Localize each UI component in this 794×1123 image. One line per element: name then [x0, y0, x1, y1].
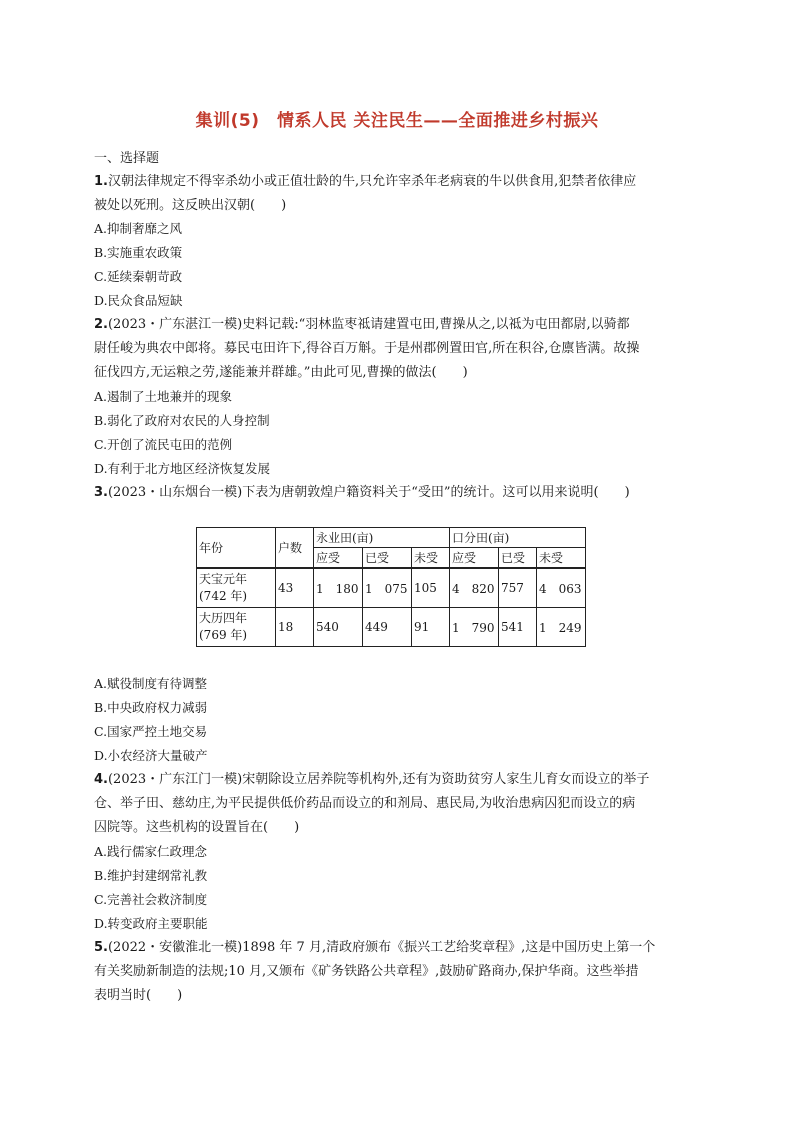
q3-option-a: A.赋役制度有待调整: [94, 676, 208, 691]
question-3-line-1: [94, 484, 630, 502]
table-header-households: 户数: [276, 528, 314, 569]
table-subheader: 已受: [499, 548, 537, 569]
q3-option-d: D.小农经济大量破产: [94, 748, 208, 763]
table-cell: 1 180: [314, 568, 363, 608]
table-cell: 1 249: [537, 608, 586, 647]
year-ce: (769 年): [199, 628, 248, 642]
table-subheader: 未受: [537, 548, 586, 569]
question-2-line-2: 尉任峻为典农中郎将。募民屯田许下,得谷百万斛。于是州郡例置田官,所在积谷,仓廪皆满。故操: [94, 341, 640, 356]
table-cell: 449: [363, 608, 412, 647]
question-1-line-2: 被处以死刑。这反映出汉朝( ): [94, 198, 287, 213]
table-cell: 18: [276, 608, 314, 647]
q4-option-a: A.践行儒家仁政理念: [94, 844, 208, 859]
table-cell: 757: [499, 568, 537, 608]
table-cell: 540: [314, 608, 363, 647]
section-heading: 一、选择题: [94, 151, 160, 166]
question-stem: (2023・广东湛江一模)史料记载:“羽林监枣祗请建置屯田,曹操从之,以祗为屯田都尉,以骑都: [107, 317, 630, 332]
q2-option-d: D.有利于北方地区经济恢复发展: [94, 461, 271, 476]
q4-option-c: C.完善社会救济制度: [94, 892, 208, 907]
table-cell: 43: [276, 568, 314, 608]
year-ce: (742 年): [199, 589, 248, 603]
table-subheader: 应受: [450, 548, 499, 569]
q2-option-a: A.遏制了土地兼并的现象: [94, 389, 233, 404]
question-number: 3.: [94, 485, 108, 500]
year-name: 大历四年: [199, 611, 248, 625]
question-stem: (2023・广东江门一模)宋朝除设立居养院等机构外,还有为资助贫穷人家生儿育女而设立的举子: [107, 772, 650, 787]
question-2-line-3: 征伐四方,无运粮之劳,遂能兼并群雄。”由此可见,曹操的做法( ): [94, 365, 468, 380]
table-cell-year: [197, 568, 276, 608]
table-subheader: 应受: [314, 548, 363, 569]
question-number: 2.: [94, 317, 108, 332]
question-stem: 汉朝法律规定不得宰杀幼小或正值壮龄的牛,只允许宰杀年老病衰的牛以供食用,犯禁者依律应: [107, 174, 637, 189]
q1-option-d: D.民众食品短缺: [94, 293, 183, 308]
question-number: 4.: [94, 772, 108, 787]
table-cell: 541: [499, 608, 537, 647]
question-5-line-2: 有关奖励新制造的法规;10 月,又颁布《矿务铁路公共章程》,鼓励矿路商办,保护华商。这些举措: [94, 964, 639, 979]
year-name: 天宝元年: [199, 572, 248, 586]
table-header-year: 年份: [197, 528, 276, 569]
question-4-line-2: 仓、举子田、慈幼庄,为平民提供低价药品而设立的和剂局、惠民局,为收治患病囚犯而设立的病: [94, 796, 636, 811]
question-5-line-3: 表明当时( ): [94, 988, 183, 1003]
q4-option-b: B.维护封建纲常礼教: [94, 868, 208, 883]
table-cell: 4 063: [537, 568, 586, 608]
table-header-koufen: 口分田(亩): [450, 528, 586, 548]
q1-option-b: B.实施重农政策: [94, 245, 183, 260]
table-cell-year: [197, 608, 276, 647]
q2-option-c: C.开创了流民屯田的范例: [94, 437, 233, 452]
q1-option-c: C.延续秦朝苛政: [94, 269, 183, 284]
q3-option-c: C.国家严控土地交易: [94, 724, 208, 739]
question-stem: (2023・山东烟台一模)下表为唐朝敦煌户籍资料关于“受田”的统计。这可以用来说明( ): [107, 485, 630, 500]
table-header-yongye: 永业田(亩): [314, 528, 450, 548]
question-number: 5.: [94, 940, 108, 955]
table-cell: 91: [412, 608, 450, 647]
table-subheader: 未受: [412, 548, 450, 569]
table-row: [197, 568, 586, 608]
q1-option-a: A.抑制奢靡之风: [94, 221, 183, 236]
question-number: 1.: [94, 174, 108, 189]
land-allocation-table: [196, 527, 586, 647]
question-2-line-1: [94, 316, 630, 334]
question-4-line-3: 囚院等。这些机构的设置旨在( ): [94, 820, 300, 835]
q3-option-b: B.中央政府权力减弱: [94, 700, 208, 715]
table-cell: 4 820: [450, 568, 499, 608]
table-cell: 1 790: [450, 608, 499, 647]
table-subheader: 已受: [363, 548, 412, 569]
question-1-line-1: [94, 173, 636, 191]
question-5-line-1: [94, 939, 655, 957]
table-row: [197, 608, 586, 647]
table-cell: 105: [412, 568, 450, 608]
question-4-line-1: [94, 771, 649, 789]
table-cell: 1 075: [363, 568, 412, 608]
q2-option-b: B.弱化了政府对农民的人身控制: [94, 413, 270, 428]
q4-option-d: D.转变政府主要职能: [94, 916, 208, 931]
question-stem: (2022・安徽淮北一模)1898 年 7 月,清政府颁布《振兴工艺给奖章程》,这是中国历史上第一个: [107, 940, 656, 955]
page-title: 集训(5) 情系人民 关注民生——全面推进乡村振兴: [195, 111, 599, 131]
